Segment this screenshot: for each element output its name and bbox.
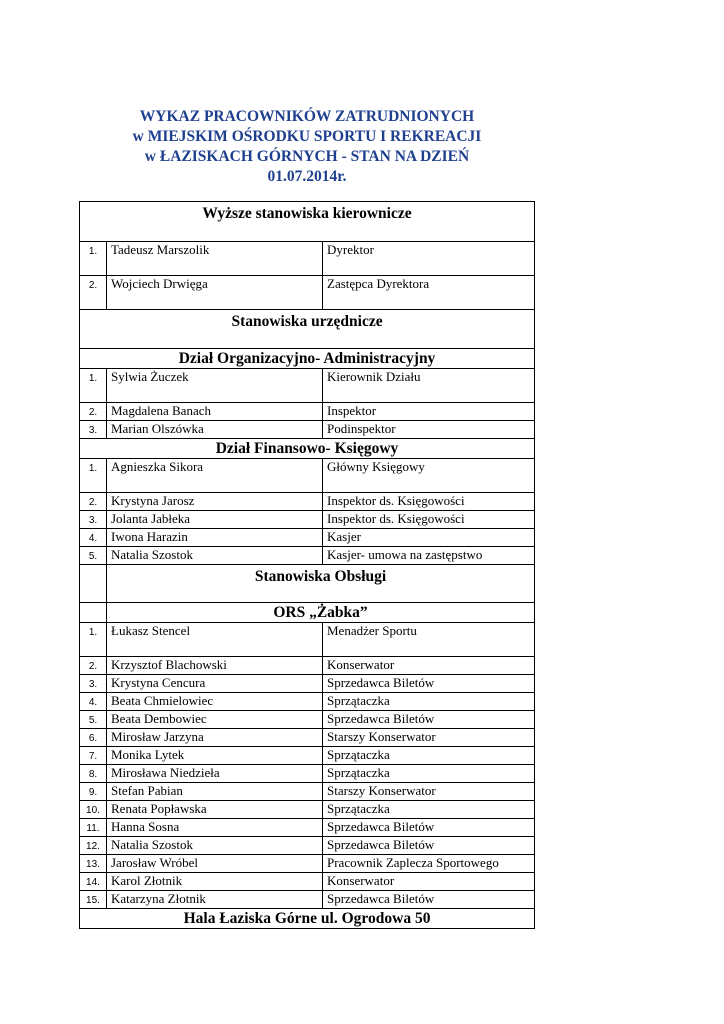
row-number: 5. [80, 547, 107, 565]
section-heading-zabka: ORS „Żabka” [107, 603, 535, 623]
table-row [80, 711, 535, 729]
employee-name: Łukasz Stencel [107, 623, 323, 657]
table-row [80, 529, 535, 547]
table-row [80, 421, 535, 439]
row-number: 15. [80, 891, 107, 909]
employee-role: Kierownik Działu [323, 369, 535, 403]
employee-role: Starszy Konserwator [323, 729, 535, 747]
employee-name: Tadeusz Marszolik [107, 242, 323, 276]
employee-name: Natalia Szostok [107, 837, 323, 855]
row-number: 1. [80, 369, 107, 403]
table-row [80, 369, 535, 403]
row-number: 11. [80, 819, 107, 837]
employee-role: Sprzątaczka [323, 801, 535, 819]
title-line: WYKAZ PRACOWNIKÓW ZATRUDNIONYCH [139, 108, 475, 125]
employee-name: Marian Olszówka [107, 421, 323, 439]
employee-name: Magdalena Banach [107, 403, 323, 421]
section-header-row [80, 310, 535, 349]
row-number: 3. [80, 511, 107, 529]
employee-name: Beata Chmielowiec [107, 693, 323, 711]
row-number: 8. [80, 765, 107, 783]
table-row [80, 693, 535, 711]
employee-name: Mirosława Niedzieła [107, 765, 323, 783]
employee-role: Konserwator [323, 873, 535, 891]
employee-role: Inspektor ds. Księgowości [323, 511, 535, 529]
table-row [80, 657, 535, 675]
section-heading-hala: Hala Łaziska Górne ul. Ogrodowa 50 [80, 909, 535, 929]
row-number: 13. [80, 855, 107, 873]
employee-role: Sprzedawca Biletów [323, 891, 535, 909]
table-row [80, 891, 535, 909]
table-row [80, 801, 535, 819]
employee-role: Sprzedawca Biletów [323, 675, 535, 693]
employee-name: Natalia Szostok [107, 547, 323, 565]
document-title [80, 107, 534, 187]
row-number: 1. [80, 242, 107, 276]
table-row [80, 855, 535, 873]
empty-cell [80, 565, 107, 603]
table-row [80, 729, 535, 747]
employee-role: Sprzątaczka [323, 693, 535, 711]
row-number: 3. [80, 421, 107, 439]
table-row [80, 873, 535, 891]
table-row [80, 747, 535, 765]
section-heading-kierownicze: Wyższe stanowiska kierownicze [80, 202, 535, 242]
table-row [80, 547, 535, 565]
row-number: 1. [80, 623, 107, 657]
row-number: 4. [80, 693, 107, 711]
row-number: 2. [80, 403, 107, 421]
employee-name: Krystyna Cencura [107, 675, 323, 693]
table-row [80, 783, 535, 801]
section-heading-urzednicze: Stanowiska urzędnicze [80, 310, 535, 349]
employee-name: Karol Złotnik [107, 873, 323, 891]
employee-role: Pracownik Zaplecza Sportowego [323, 855, 535, 873]
row-number: 14. [80, 873, 107, 891]
section-header-row [80, 349, 535, 369]
employee-table [79, 201, 535, 929]
employee-name: Sylwia Żuczek [107, 369, 323, 403]
employee-name: Wojciech Drwięga [107, 276, 323, 310]
employee-name: Beata Dembowiec [107, 711, 323, 729]
row-number: 10. [80, 801, 107, 819]
section-header-row [80, 202, 535, 242]
employee-role: Kasjer- umowa na zastępstwo [323, 547, 535, 565]
employee-role: Dyrektor [323, 242, 535, 276]
employee-name: Hanna Sosna [107, 819, 323, 837]
row-number: 2. [80, 493, 107, 511]
table-row [80, 459, 535, 493]
empty-cell [80, 603, 107, 623]
employee-name: Agnieszka Sikora [107, 459, 323, 493]
section-header-row [80, 603, 535, 623]
table-row [80, 276, 535, 310]
employee-role: Sprzątaczka [323, 765, 535, 783]
row-number: 5. [80, 711, 107, 729]
employee-name: Stefan Pabian [107, 783, 323, 801]
employee-role: Sprzedawca Biletów [323, 819, 535, 837]
section-heading-obslugi: Stanowiska Obsługi [107, 565, 535, 603]
employee-role: Inspektor [323, 403, 535, 421]
employee-name: Monika Lytek [107, 747, 323, 765]
employee-role: Menadżer Sportu [323, 623, 535, 657]
row-number: 12. [80, 837, 107, 855]
employee-name: Renata Popławska [107, 801, 323, 819]
employee-name: Krzysztof Blachowski [107, 657, 323, 675]
table-row [80, 403, 535, 421]
employee-name: Jarosław Wróbel [107, 855, 323, 873]
row-number: 4. [80, 529, 107, 547]
table-row [80, 511, 535, 529]
employee-name: Katarzyna Złotnik [107, 891, 323, 909]
employee-name: Iwona Harazin [107, 529, 323, 547]
table-row [80, 242, 535, 276]
employee-role: Podinspektor [323, 421, 535, 439]
row-number: 1. [80, 459, 107, 493]
section-header-row [80, 909, 535, 929]
row-number: 3. [80, 675, 107, 693]
employee-name: Krystyna Jarosz [107, 493, 323, 511]
employee-role: Kasjer [323, 529, 535, 547]
employee-role: Zastępca Dyrektora [323, 276, 535, 310]
table-row [80, 623, 535, 657]
table-row [80, 819, 535, 837]
section-heading-organizacyjny: Dział Organizacyjno- Administracyjny [80, 349, 535, 369]
employee-role: Starszy Konserwator [323, 783, 535, 801]
table-row [80, 837, 535, 855]
table-row [80, 493, 535, 511]
employee-role: Główny Księgowy [323, 459, 535, 493]
title-line: w ŁAZISKACH GÓRNYCH - STAN NA DZIEŃ [144, 148, 470, 165]
table-row [80, 675, 535, 693]
section-heading-finansowy: Dział Finansowo- Księgowy [80, 439, 535, 459]
row-number: 7. [80, 747, 107, 765]
title-line: w MIEJSKIM OŚRODKU SPORTU I REKREACJI [132, 128, 482, 145]
employee-name: Mirosław Jarzyna [107, 729, 323, 747]
employee-role: Inspektor ds. Księgowości [323, 493, 535, 511]
employee-role: Sprzedawca Biletów [323, 837, 535, 855]
row-number: 9. [80, 783, 107, 801]
employee-role: Sprzątaczka [323, 747, 535, 765]
employee-name: Jolanta Jabłeka [107, 511, 323, 529]
row-number: 2. [80, 657, 107, 675]
title-line: 01.07.2014r. [267, 168, 347, 185]
employee-role: Sprzedawca Biletów [323, 711, 535, 729]
employee-role: Konserwator [323, 657, 535, 675]
row-number: 2. [80, 276, 107, 310]
section-header-row [80, 565, 535, 603]
section-header-row [80, 439, 535, 459]
table-row [80, 765, 535, 783]
row-number: 6. [80, 729, 107, 747]
